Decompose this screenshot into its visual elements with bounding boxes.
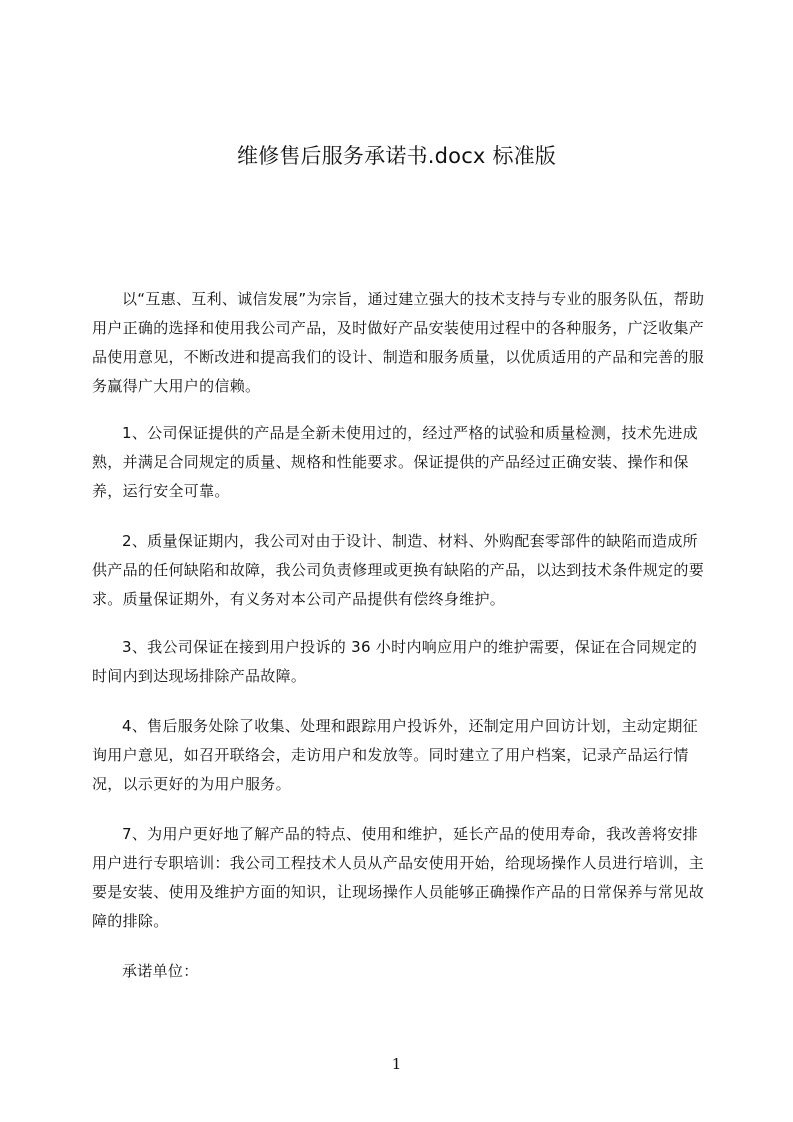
commitment-item-1: 1、公司保证提供的产品是全新未使用过的，经过严格的试验和质量检测，技术先进成熟，并满足合同规定的质量、规格和性能要求。保证提供的产品经过正确安装、操作和保养，运行安全可靠。: [92, 424, 698, 500]
commitment-item-2: 2、质量保证期内，我公司对由于设计、制造、材料、外购配套零部件的缺陷而造成所供产品的任何缺陷和故障，我公司负责修理或更换有缺陷的产品，以达到技术条件规定的要求。质量保证期外，有义务对本公司产品提供有偿终身维护。: [92, 532, 705, 608]
page-number: 1: [391, 1055, 402, 1073]
signing-unit-label: 承诺单位：: [122, 962, 199, 980]
commitment-item-7: 7、为用户更好地了解产品的特点、使用和维护，延长产品的使用寿命，我改善将安排用户进行专职培训：我公司工程技术人员从产品安使用开始，给现场操作人员进行培训，主要是安装、使用及维护方面的知识，让现场操作人员能够正确操作产品的日常保养与常见故障的排除。: [92, 825, 705, 930]
document-title: 维修售后服务承诺书.docx 标准版: [236, 144, 557, 168]
commitment-item-3: 3、我公司保证在接到用户投诉的 36 小时内响应用户的维护需要，保证在合同规定的时间内到达现场排除产品故障。: [92, 638, 698, 685]
intro-paragraph: 以“互惠、互利、诚信发展”为宗旨，通过建立强大的技术支持与专业的服务队伍，帮助用户正确的选择和使用我公司产品，及时做好产品安装使用过程中的各种服务，广泛收集产品使用意见，不断改进和提高我们的设计、制造和服务质量，以优质适用的产品和完善的服务赢得广大用户的信赖。: [92, 290, 705, 395]
commitment-item-4: 4、售后服务处除了收集、处理和跟踪用户投诉外，还制定用户回访计划，主动定期征询用户意见，如召开联络会，走访用户和发放等。同时建立了用户档案，记录产品运行情况，以示更好的为用户服务。: [92, 717, 698, 793]
